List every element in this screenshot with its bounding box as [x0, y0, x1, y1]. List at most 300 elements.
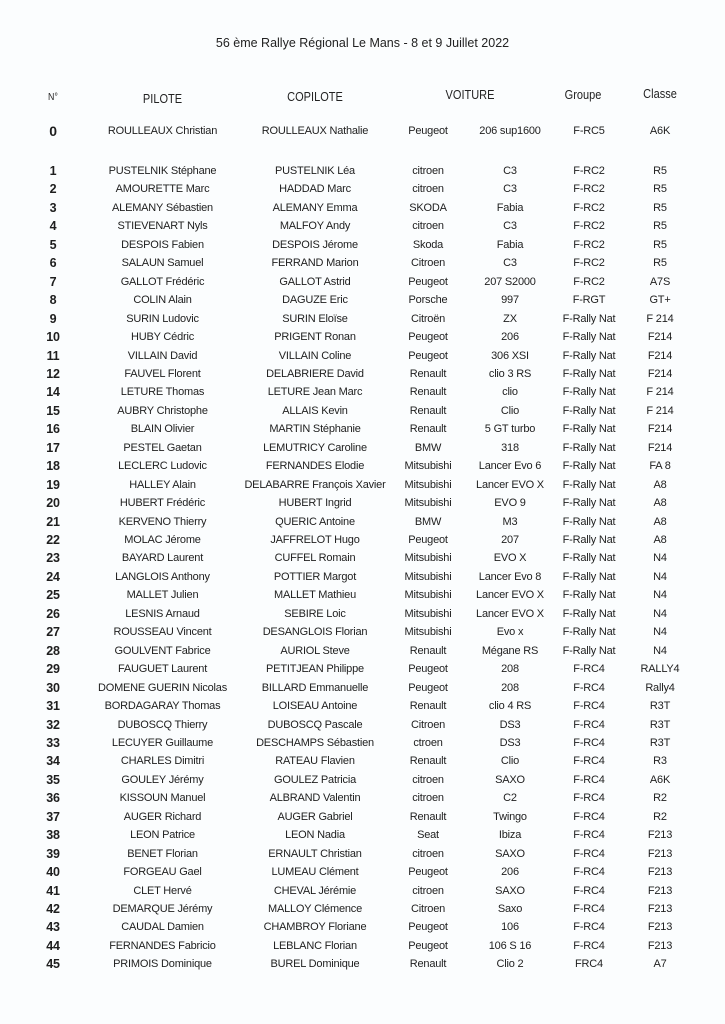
car-make: Renault: [409, 367, 447, 380]
car-make: Renault: [409, 755, 447, 768]
class: A7S: [649, 275, 671, 288]
copilot-name: VILLAIN Coline: [278, 349, 352, 362]
entry-number: 37: [46, 809, 60, 824]
copilot-name: LEON Nadia: [285, 829, 345, 842]
copilot-name: SEBIRE Loic: [284, 607, 346, 620]
table-row: [0, 402, 725, 420]
entry-number: 39: [46, 846, 60, 861]
class: F213: [647, 884, 673, 897]
class: F213: [647, 921, 673, 934]
class: R5: [653, 201, 667, 214]
car-model: SAXO: [495, 884, 525, 897]
class: N4: [653, 644, 667, 657]
entry-number: 31: [46, 699, 60, 714]
car-make: Renault: [409, 423, 447, 436]
table-row: [0, 310, 725, 328]
group: F-RC4: [573, 718, 605, 731]
table-row: [0, 291, 725, 309]
copilot-name: JAFFRELOT Hugo: [270, 534, 360, 546]
pilot-name: ROUSSEAU Vincent: [113, 626, 212, 639]
table-row: [0, 254, 725, 272]
entry-number: 7: [49, 274, 57, 289]
table-row: [0, 328, 725, 346]
table-row: [0, 734, 725, 752]
table-row: [0, 476, 725, 494]
car-make: Peugeot: [408, 534, 448, 546]
entry-number: 3: [49, 200, 57, 215]
group: F-RC4: [573, 866, 605, 879]
car-make: Porsche: [408, 294, 448, 307]
copilot-name: ALEMANY Emma: [272, 201, 358, 214]
pilot-name: HALLEY Alain: [129, 478, 196, 491]
table-row: [0, 771, 725, 789]
car-model: 207 S2000: [484, 275, 536, 288]
table-row: [0, 605, 725, 623]
car-make: citroen: [412, 773, 444, 786]
group: F-Rally Nat: [562, 331, 616, 344]
copilot-name: HADDAD Marc: [279, 183, 351, 196]
entry-number: 40: [46, 865, 60, 880]
car-model: DS3: [499, 736, 521, 749]
group: F-Rally Nat: [562, 367, 616, 380]
entry-number: 45: [46, 957, 60, 972]
table-row: [0, 513, 725, 531]
pilot-name: MOLAC Jérome: [124, 534, 201, 546]
car-make: BMW: [414, 441, 442, 454]
entry-number: 42: [46, 902, 60, 916]
group: F-RC4: [573, 700, 605, 713]
entry-number: 43: [46, 920, 60, 935]
car-model: 206: [501, 331, 519, 344]
table-row: [0, 623, 725, 641]
table-row: [0, 494, 725, 512]
table-row: [0, 826, 725, 844]
copilot-name: MARTIN Stéphanie: [269, 423, 361, 436]
copilot-name: MALFOY Andy: [279, 220, 351, 233]
entry-number: 5: [49, 237, 57, 252]
class: R5: [653, 165, 667, 177]
pilot-name: LEON Patrice: [130, 829, 195, 842]
copilot-name: BILLARD Emmanuelle: [261, 681, 369, 694]
group: F-Rally Nat: [562, 570, 616, 583]
pilot-name: DEMARQUE Jérémy: [112, 903, 213, 915]
entry-number: 17: [46, 440, 60, 455]
class: F214: [647, 367, 673, 380]
pilot-name: GOULVENT Fabrice: [114, 644, 211, 657]
entry-number: 25: [46, 588, 60, 603]
car-model: 106 S 16: [488, 939, 532, 952]
class: F213: [647, 829, 673, 842]
class: R5: [653, 238, 667, 251]
class: F213: [647, 903, 673, 915]
pilot-name: BENET Florian: [127, 847, 198, 860]
group: F-RC4: [573, 829, 605, 842]
car-model: SAXO: [495, 847, 525, 860]
pilot-name: VILLAIN David: [127, 349, 198, 362]
pilot-name: BAYARD Laurent: [121, 552, 204, 565]
car-make: Mitsubishi: [404, 626, 452, 639]
car-make: Peugeot: [408, 275, 448, 288]
table-row: [0, 549, 725, 567]
class: A8: [653, 534, 667, 546]
class: N4: [653, 626, 667, 639]
car-make: Peugeot: [408, 866, 448, 879]
entry-number: 14: [46, 385, 60, 400]
pilot-name: FERNANDES Fabricio: [109, 939, 216, 952]
class: R5: [653, 220, 667, 233]
car-make: Peugeot: [408, 921, 448, 934]
car-model: 306 XSI: [491, 349, 529, 362]
group: F-Rally Nat: [562, 404, 616, 417]
class: GT+: [649, 294, 671, 307]
pilot-name: CLET Hervé: [133, 884, 192, 897]
car-model: Clio: [500, 404, 520, 417]
header-copilote: COPILOTE: [287, 90, 343, 104]
copilot-name: FERNANDES Elodie: [265, 460, 365, 473]
class: R3T: [649, 736, 671, 749]
copilot-name: PETITJEAN Philippe: [266, 663, 364, 676]
copilot-name: CUFFEL Romain: [274, 552, 356, 565]
group: F-Rally Nat: [562, 626, 616, 639]
table-row: [0, 679, 725, 697]
entry-number: 26: [46, 606, 60, 621]
entry-number: 6: [49, 256, 57, 271]
group: F-RC4: [573, 903, 605, 915]
copilot-name: ALLAIS Kevin: [282, 404, 348, 417]
car-make: Peugeot: [408, 125, 448, 137]
class: A6K: [649, 125, 671, 137]
pilot-name: KERVENO Thierry: [118, 515, 207, 528]
group: F-RC5: [573, 125, 605, 137]
group: FRC4: [575, 958, 603, 971]
car-make: Mitsubishi: [404, 460, 452, 473]
car-model: C3: [503, 183, 517, 196]
group: F-Rally Nat: [562, 607, 616, 620]
car-model: Clio 2: [496, 958, 524, 971]
table-row: [0, 122, 725, 140]
entry-number: 21: [46, 514, 60, 529]
car-model: 206 sup1600: [479, 125, 541, 137]
group: F-RGT: [572, 294, 606, 307]
group: F-Rally Nat: [562, 534, 616, 546]
car-model: ZX: [503, 312, 517, 325]
entry-number: 33: [46, 735, 60, 750]
table-row: [0, 439, 725, 457]
car-make: Mitsubishi: [404, 589, 452, 602]
entry-number: 9: [49, 311, 57, 326]
header-num: N°: [48, 92, 58, 103]
pilot-name: LANGLOIS Anthony: [115, 570, 210, 583]
car-model: C3: [503, 165, 517, 177]
group: F-RC4: [573, 921, 605, 934]
table-row: [0, 845, 725, 863]
copilot-name: MALLOY Clémence: [267, 903, 362, 915]
class: N4: [653, 570, 667, 583]
car-make: Renault: [409, 386, 447, 399]
group: F-Rally Nat: [562, 515, 616, 528]
pilot-name: LECUYER Guillaume: [111, 736, 214, 749]
table-row: [0, 752, 725, 770]
copilot-name: DELABARRE François Xavier: [244, 478, 386, 491]
class: A6K: [649, 773, 671, 786]
car-make: BMW: [414, 515, 442, 528]
group: F-RC4: [573, 773, 605, 786]
pilot-name: ROULLEAUX Christian: [107, 125, 218, 137]
car-model: Lancer Evo 8: [478, 570, 542, 583]
car-model: C3: [503, 257, 517, 270]
class: F214: [647, 349, 673, 362]
car-model: 208: [501, 681, 519, 694]
table-row: [0, 531, 725, 549]
car-make: Peugeot: [408, 939, 448, 952]
car-make: Mitsubishi: [404, 552, 452, 565]
car-model: 5 GT turbo: [484, 423, 536, 436]
group: F-RC2: [573, 275, 605, 288]
class: Rally4: [645, 681, 675, 694]
pilot-name: DESPOIS Fabien: [121, 238, 204, 251]
car-model: Clio: [500, 755, 520, 768]
class: F 214: [646, 404, 674, 417]
table-row: [0, 660, 725, 678]
entry-number: 15: [46, 403, 60, 418]
car-make: Mitsubishi: [404, 570, 452, 583]
entry-number: 19: [46, 477, 60, 492]
table-row: [0, 383, 725, 401]
group: F-Rally Nat: [562, 589, 616, 602]
pilot-name: AUBRY Christophe: [117, 404, 208, 417]
car-make: Renault: [409, 404, 447, 417]
pilot-name: GOULEY Jérémy: [121, 773, 204, 786]
group: F-Rally Nat: [562, 312, 616, 325]
class: A8: [653, 515, 667, 528]
copilot-name: ERNAULT Christian: [268, 847, 362, 860]
header-classe: Classe: [643, 87, 677, 101]
car-model: SAXO: [495, 773, 525, 786]
car-make: citroen: [412, 165, 444, 177]
copilot-name: GALLOT Astrid: [279, 275, 351, 288]
copilot-name: LOISEAU Antoine: [272, 700, 358, 713]
copilot-name: PRIGENT Ronan: [274, 331, 356, 344]
car-make: Peugeot: [408, 331, 448, 344]
car-model: Fabia: [496, 238, 524, 251]
group: F-RC4: [573, 736, 605, 749]
copilot-name: ALBRAND Valentin: [269, 792, 361, 805]
car-make: Renault: [409, 700, 447, 713]
entry-number: 11: [46, 348, 60, 363]
class: N4: [653, 552, 667, 565]
class: F213: [647, 866, 673, 879]
entry-number: 24: [46, 569, 60, 584]
car-make: Citroen: [410, 257, 446, 270]
pilot-name: BLAIN Olivier: [130, 423, 195, 436]
copilot-name: POTTIER Margot: [273, 570, 357, 583]
table-row: [0, 863, 725, 881]
pilot-name: CAUDAL Damien: [121, 921, 204, 934]
class: F214: [647, 423, 673, 436]
copilot-name: DUBOSCQ Pascale: [267, 718, 363, 731]
entry-number: 28: [46, 643, 60, 658]
entry-number: 23: [46, 551, 60, 566]
car-model: EVO X: [493, 552, 527, 565]
entry-number: 1: [49, 164, 57, 178]
copilot-name: DESPOIS Jérome: [272, 238, 358, 251]
copilot-name: GOULEZ Patricia: [274, 773, 356, 786]
pilot-name: AMOURETTE Marc: [115, 183, 210, 196]
pilot-name: LETURE Thomas: [120, 386, 205, 399]
table-row: [0, 955, 725, 973]
car-model: 208: [501, 663, 519, 676]
group: F-Rally Nat: [562, 349, 616, 362]
copilot-name: LEMUTRICY Caroline: [263, 441, 367, 454]
pilot-name: COLIN Alain: [133, 294, 192, 307]
document-title: 56 ème Rallye Régional Le Mans - 8 et 9 Juillet 2022: [215, 36, 510, 50]
car-make: Seat: [417, 829, 439, 842]
pilot-name: DOMENE GUERIN Nicolas: [97, 681, 228, 694]
table-row: [0, 457, 725, 475]
group: F-Rally Nat: [562, 423, 616, 436]
class: FA 8: [649, 460, 671, 473]
copilot-name: FERRAND Marion: [271, 257, 359, 270]
group: F-Rally Nat: [562, 552, 616, 565]
group: F-RC4: [573, 847, 605, 860]
copilot-name: MALLET Mathieu: [274, 589, 356, 602]
group: F-RC2: [573, 201, 605, 214]
table-row: [0, 420, 725, 438]
entry-number: 34: [46, 754, 60, 769]
copilot-name: CHEVAL Jérémie: [273, 884, 357, 897]
copilot-name: AUGER Gabriel: [277, 810, 353, 823]
table-row: [0, 217, 725, 235]
table-row: [0, 236, 725, 254]
header-voiture: VOITURE: [445, 88, 495, 102]
pilot-name: SALAUN Samuel: [121, 257, 204, 270]
copilot-name: RATEAU Flavien: [275, 755, 355, 768]
car-make: SKODA: [409, 201, 447, 214]
pilot-name: HUBY Cédric: [130, 331, 194, 344]
pilot-name: PUSTELNIK Stéphane: [108, 165, 217, 177]
group: F-RC4: [573, 939, 605, 952]
entry-number: 22: [46, 533, 60, 547]
table-row: [0, 568, 725, 586]
pilot-name: ALEMANY Sébastien: [112, 201, 213, 214]
class: A7: [653, 958, 667, 971]
table-row: [0, 586, 725, 604]
entry-number: 30: [46, 680, 60, 695]
group: F-Rally Nat: [562, 460, 616, 473]
car-model: clio: [502, 386, 518, 399]
pilot-name: DUBOSCQ Thierry: [117, 718, 208, 731]
car-model: Saxo: [497, 903, 523, 915]
class: N4: [653, 589, 667, 602]
pilot-name: FORGEAU Gael: [123, 866, 202, 879]
entry-number: 2: [49, 182, 57, 197]
table-row: [0, 180, 725, 198]
group: F-Rally Nat: [562, 497, 616, 510]
entry-number: 0: [49, 123, 57, 139]
header-pilote: PILOTE: [142, 92, 183, 106]
car-model: Lancer Evo 6: [478, 460, 542, 473]
copilot-name: AURIOL Steve: [280, 644, 350, 657]
table-row: [0, 347, 725, 365]
table-row: [0, 900, 725, 918]
car-model: Fabia: [496, 201, 524, 214]
car-model: EVO 9: [494, 497, 526, 510]
entry-number: 4: [49, 219, 57, 234]
group: F-RC4: [573, 810, 605, 823]
class: R3T: [649, 718, 671, 731]
group: F-Rally Nat: [562, 441, 616, 454]
copilot-name: DESCHAMPS Sébastien: [256, 736, 374, 749]
car-make: citroen: [412, 884, 444, 897]
car-model: 997: [501, 294, 519, 307]
group: F-RC2: [573, 165, 605, 177]
class: RALLY4: [640, 663, 680, 676]
pilot-name: PESTEL Gaetan: [123, 441, 202, 454]
table-row: [0, 716, 725, 734]
car-model: clio 4 RS: [488, 700, 532, 713]
class: R2: [653, 810, 667, 823]
car-make: Citroen: [410, 903, 446, 915]
table-row: [0, 918, 725, 936]
table-row: [0, 365, 725, 383]
class: N4: [653, 607, 667, 620]
class: R5: [653, 257, 667, 270]
entry-number: 20: [46, 496, 60, 511]
pilot-name: AUGER Richard: [123, 810, 202, 823]
table-row: [0, 937, 725, 955]
car-make: Renault: [409, 958, 447, 971]
class: F213: [647, 939, 673, 952]
car-make: citroen: [412, 220, 444, 233]
group: F-RC2: [573, 220, 605, 233]
car-model: Lancer EVO X: [476, 589, 544, 602]
class: F 214: [646, 386, 674, 399]
class: F214: [647, 331, 673, 344]
group: F-RC4: [573, 663, 605, 676]
table-row: [0, 199, 725, 217]
car-make: Mitsubishi: [404, 607, 452, 620]
copilot-name: BUREL Dominique: [270, 958, 360, 971]
class: F 214: [646, 312, 674, 325]
table-row: [0, 789, 725, 807]
pilot-name: PRIMOIS Dominique: [113, 958, 212, 971]
pilot-name: FAUGUET Laurent: [117, 663, 208, 676]
entry-number: 41: [46, 883, 60, 898]
copilot-name: LETURE Jean Marc: [267, 386, 363, 399]
group: F-RC4: [573, 681, 605, 694]
table-row: [0, 697, 725, 715]
car-model: 106: [501, 921, 519, 934]
copilot-name: DELABRIERE David: [266, 367, 364, 380]
group: F-RC2: [573, 238, 605, 251]
group: F-Rally Nat: [562, 478, 616, 491]
car-model: Evo x: [496, 626, 524, 639]
car-make: citroen: [412, 847, 444, 860]
pilot-name: LESNIS Arnaud: [125, 607, 200, 620]
table-row: [0, 642, 725, 660]
pilot-name: SURIN Ludovic: [126, 312, 199, 325]
entry-number: 32: [46, 717, 60, 732]
table-row: [0, 162, 725, 180]
car-make: Renault: [409, 810, 447, 823]
copilot-name: PUSTELNIK Léa: [275, 165, 355, 177]
header-groupe: Groupe: [564, 88, 602, 102]
car-model: C3: [503, 220, 517, 233]
group: F-Rally Nat: [562, 644, 616, 657]
copilot-name: ROULLEAUX Nathalie: [261, 125, 369, 137]
car-make: Mitsubishi: [404, 497, 452, 510]
car-make: Peugeot: [408, 681, 448, 694]
